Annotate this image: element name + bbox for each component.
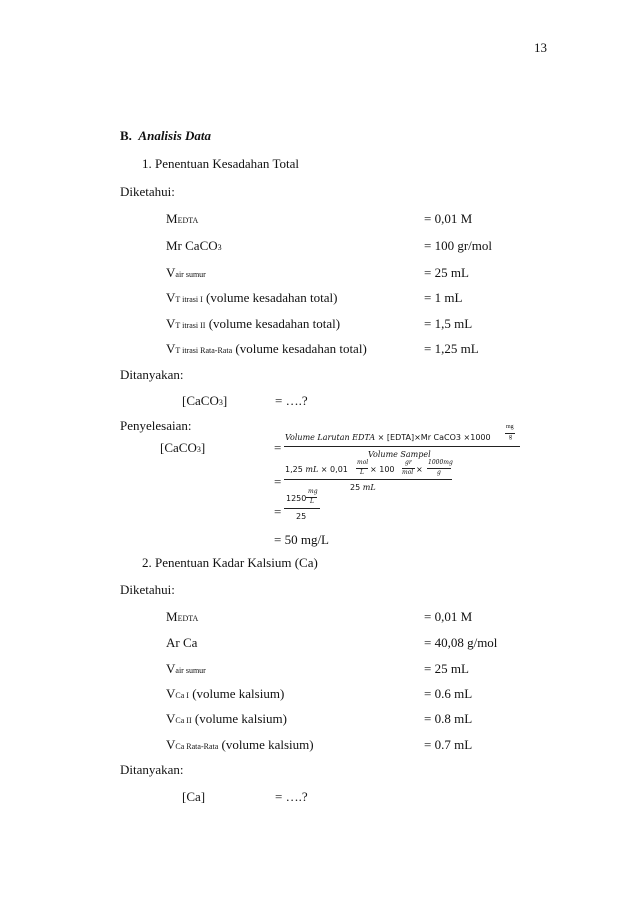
known-value: = 1,25 mL: [424, 341, 479, 356]
f1-g: g: [509, 434, 512, 440]
f1-denominator: Volume Sampel: [368, 450, 431, 459]
f1-numerator: Volume Larutan EDTA × [EDTA]×Mr CaCO3 ×1000: [285, 433, 491, 442]
f3-denominator: 25: [296, 512, 307, 521]
solution-result: = 50 mg/L: [274, 532, 329, 547]
f3-L: L: [310, 498, 314, 505]
f2-times: ×: [416, 465, 423, 474]
f2-gr: gr: [405, 459, 412, 466]
known-row: Mr CaCO3: [166, 238, 222, 253]
known-value: = 0.6 mL: [424, 686, 473, 701]
f2-num-c: × 100: [370, 465, 395, 474]
f3-mg: mg: [308, 488, 318, 495]
known-value: = 0,01 M: [424, 609, 473, 624]
known-value: = 0,01 M: [424, 211, 473, 226]
part1-ditanyakan: Ditanyakan:: [120, 367, 184, 382]
known-row: Vair sumur: [166, 265, 206, 280]
section-title: Analisis Data: [138, 128, 212, 143]
f2-1000mg: 1000mg: [428, 459, 453, 466]
f2-num-a: 1,25 mL × 0,01: [285, 465, 348, 474]
solution-label: [CaCO3]: [160, 440, 206, 455]
known-row: MEDTA: [166, 211, 199, 226]
f2-L: L: [360, 469, 364, 476]
known-row: VCa II (volume kalsium): [166, 711, 287, 726]
f2-mol: mol: [357, 459, 369, 466]
f3-num: 1250: [286, 494, 307, 503]
f2-mol2: mol: [402, 469, 414, 476]
f2-g: g: [437, 469, 441, 476]
page-number: 13: [534, 40, 547, 55]
known-value: = 40,08 g/mol: [424, 635, 498, 650]
f2-denominator: 25 mL: [350, 483, 376, 492]
equals-sign: =: [274, 440, 282, 455]
known-value: = 1 mL: [424, 290, 463, 305]
part2-ditanyakan: Ditanyakan:: [120, 762, 184, 777]
part1-heading: 1. Penentuan Kesadahan Total: [142, 156, 299, 171]
equals-sign: =: [274, 504, 282, 519]
section-heading: [120, 128, 211, 144]
known-value: = 1,5 mL: [424, 316, 473, 331]
f1-mg: mg: [506, 424, 514, 430]
known-row: Ar Ca: [166, 635, 198, 650]
known-row: VT itrasi I (volume kesadahan total): [166, 290, 338, 305]
known-row: VCa I (volume kalsium): [166, 686, 285, 701]
known-value: = 100 gr/mol: [424, 238, 492, 253]
part2-diketahui: Diketahui:: [120, 582, 175, 597]
known-row: VT itrasi II (volume kesadahan total): [166, 316, 341, 331]
part1-penyelesaian: Penyelesaian:: [120, 418, 192, 433]
known-row: VCa Rata-Rata (volume kalsium): [166, 737, 314, 752]
part1-diketahui: Diketahui:: [120, 184, 175, 199]
part2-heading: 2. Penentuan Kadar Kalsium (Ca): [142, 555, 318, 570]
section-letter: B.: [120, 128, 132, 143]
f2-line: [284, 479, 452, 480]
part2-asked-label: [Ca]: [182, 789, 206, 804]
known-value: = 25 mL: [424, 661, 469, 676]
known-value: = 25 mL: [424, 265, 469, 280]
known-row: VT itrasi Rata-Rata (volume kesadahan total): [166, 341, 367, 356]
known-row: Vair sumur: [166, 661, 206, 676]
equals-sign: =: [274, 474, 282, 489]
known-value: = 0.7 mL: [424, 737, 473, 752]
known-row: MEDTA: [166, 609, 199, 624]
part1-asked-label: [CaCO3]: [182, 393, 228, 408]
part1-asked-value: = ….?: [275, 393, 308, 408]
part2-asked-value: = ….?: [275, 789, 308, 804]
known-value: = 0.8 mL: [424, 711, 473, 726]
f1-line: [284, 446, 520, 447]
f3-line: [284, 508, 320, 509]
